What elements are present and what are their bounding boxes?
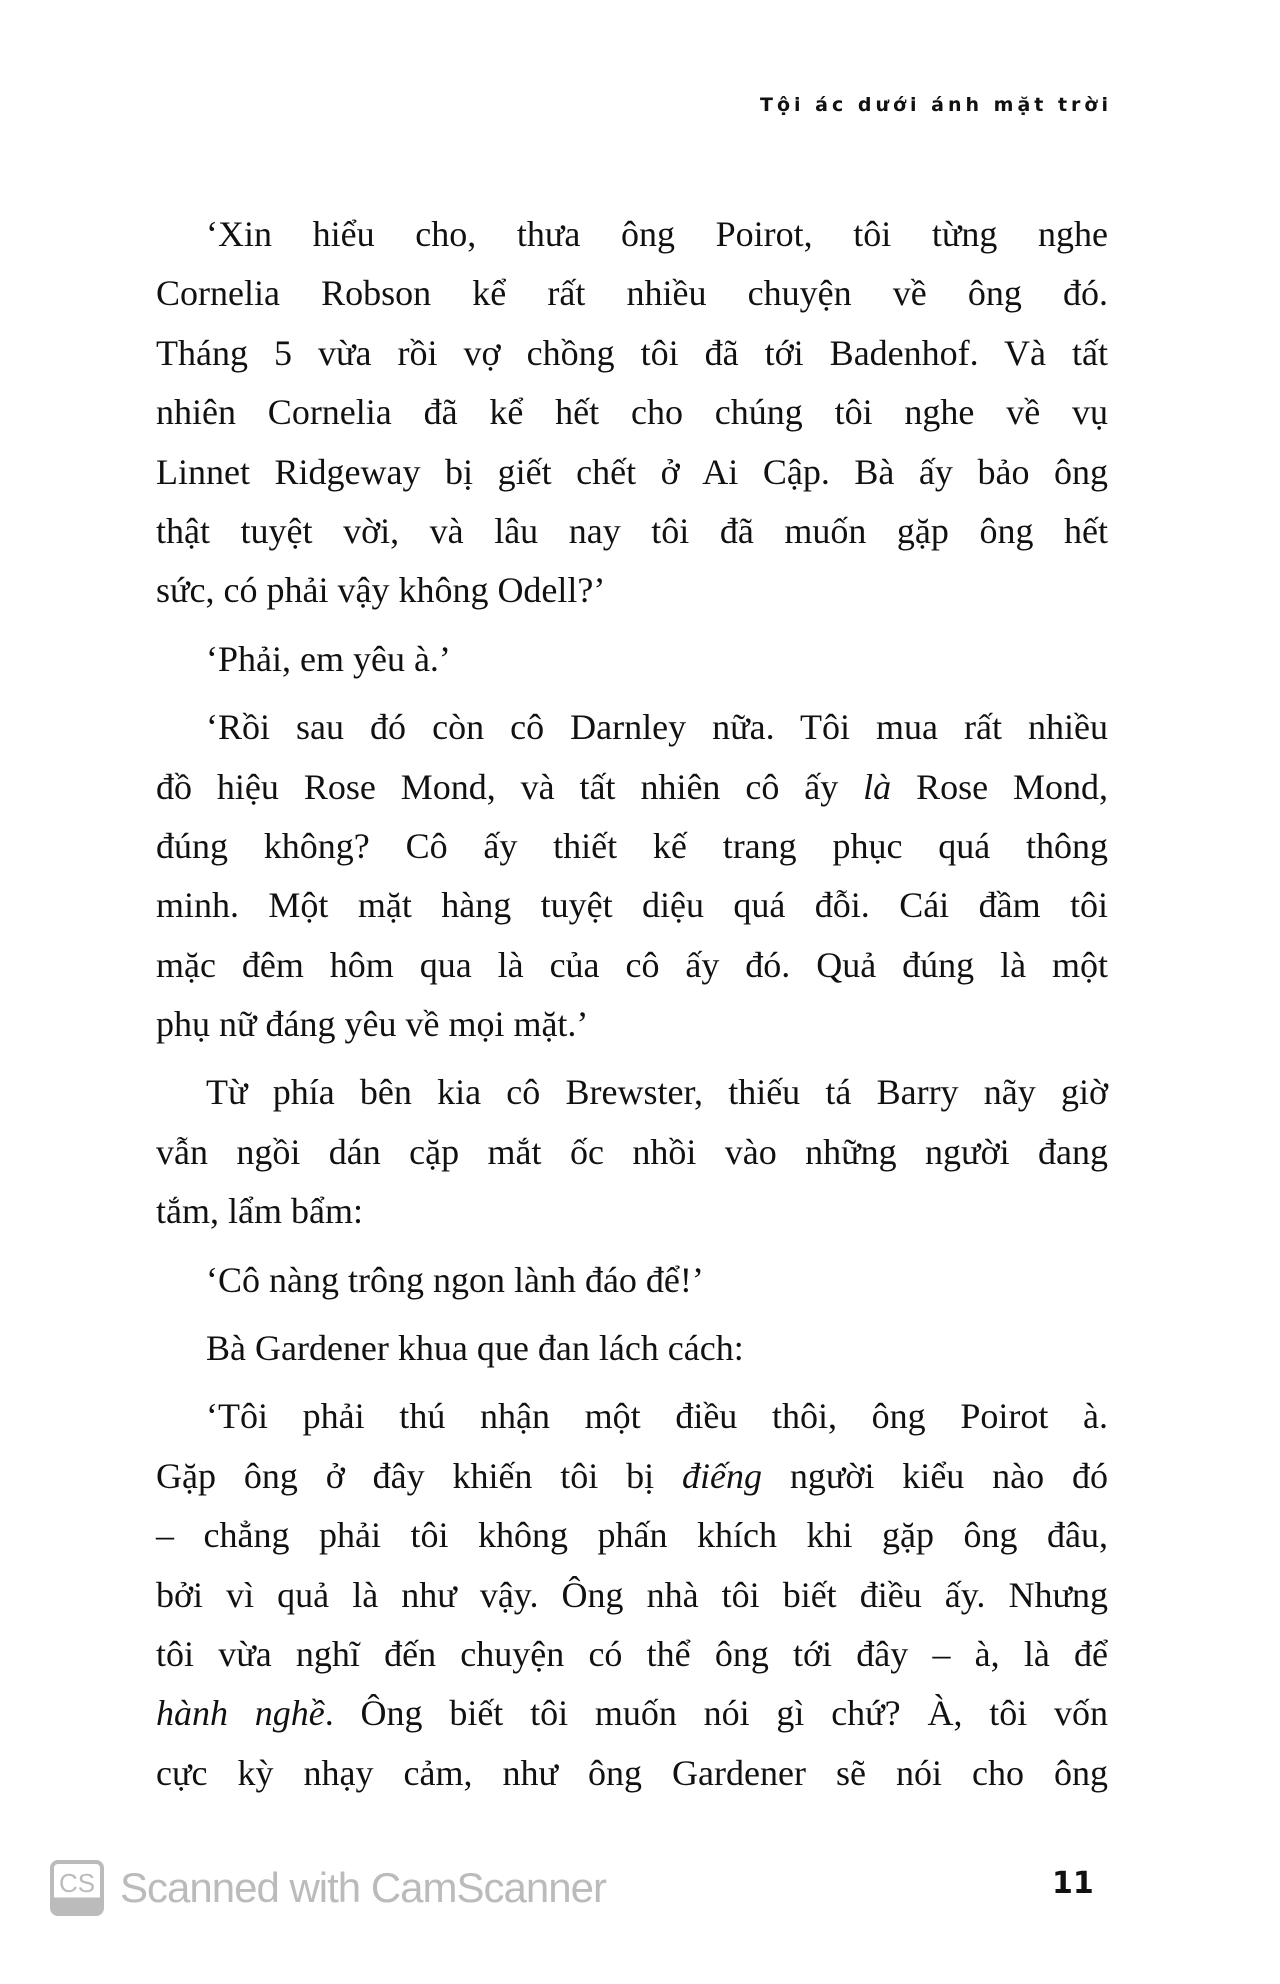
- text-segment: ‘Xin hiểu cho, thưa ông Poirot, tôi từng nghe: [206, 214, 1108, 254]
- text-line: [156, 1625, 1108, 1684]
- page-body-text: [156, 205, 1108, 1812]
- text-segment: mặc đêm hôm qua là của cô ấy đó. Quả đúng là một: [156, 944, 1108, 985]
- text-line: [156, 876, 1108, 935]
- text-line: [156, 264, 1108, 323]
- camscanner-logo-icon: CS: [50, 1860, 104, 1916]
- text-line: [156, 1319, 1108, 1378]
- paragraph: [156, 1319, 1108, 1378]
- text-segment: vẫn ngồi dán cặp mắt ốc nhồi vào những người đang: [156, 1131, 1108, 1172]
- paragraph: [156, 1251, 1108, 1310]
- italic-text: là: [863, 766, 892, 807]
- text-segment: tôi vừa nghĩ đến chuyện có thể ông tới đây – à, là để: [156, 1633, 1108, 1674]
- text-segment: ‘Phải, em yêu à.’: [206, 638, 451, 679]
- text-segment: Gặp ông ở đây khiến tôi bị: [156, 1455, 683, 1496]
- text-line: [156, 324, 1108, 383]
- text-line: [156, 1744, 1108, 1803]
- text-segment: sức, có phải vậy không Odell?’: [156, 570, 606, 611]
- text-line: [156, 1123, 1108, 1182]
- text-segment: cực kỳ nhạy cảm, như ông Gardener sẽ nói cho ông: [156, 1752, 1108, 1793]
- text-line: [156, 1684, 1108, 1743]
- paragraph: [156, 1387, 1108, 1803]
- text-line: [156, 1063, 1108, 1122]
- text-line: [156, 1506, 1108, 1565]
- paragraph: [156, 698, 1108, 1054]
- text-segment: Tháng 5 vừa rồi vợ chồng tôi đã tới Badenhof. Và tất: [156, 332, 1108, 373]
- text-segment: ‘Cô nàng trông ngon lành đáo để!’: [206, 1259, 704, 1300]
- text-line: [156, 995, 1108, 1054]
- text-segment: người kiểu nào đó: [762, 1455, 1109, 1496]
- text-segment: thật tuyệt vời, và lâu nay tôi đã muốn gặp ông hết: [156, 510, 1108, 551]
- running-header: Tội ác dưới ánh mặt trời: [760, 94, 1112, 116]
- text-line: [156, 1387, 1108, 1446]
- text-segment: Rose Mond,: [891, 766, 1108, 807]
- paragraph: [156, 630, 1108, 689]
- text-line: [156, 758, 1108, 817]
- text-line: [156, 1566, 1108, 1625]
- text-segment: phụ nữ đáng yêu về mọi mặt.’: [156, 1004, 589, 1045]
- text-segment: ‘Rồi sau đó còn cô Darnley nữa. Tôi mua rất nhiều: [206, 707, 1108, 748]
- text-segment: đúng không? Cô ấy thiết kế trang phục quá thông: [156, 825, 1108, 866]
- text-line: [156, 936, 1108, 995]
- text-line: [156, 817, 1108, 876]
- page-number: 11: [1052, 1866, 1094, 1901]
- paragraph: [156, 1063, 1108, 1241]
- text-line: [156, 205, 1108, 264]
- text-segment: Bà Gardener khua que đan lách cách:: [206, 1328, 744, 1369]
- text-segment: ‘Tôi phải thú nhận một điều thôi, ông Poirot à.: [206, 1396, 1108, 1437]
- text-segment: nhiên Cornelia đã kể hết cho chúng tôi nghe về vụ: [156, 392, 1108, 433]
- italic-text: điếng: [682, 1455, 763, 1496]
- text-segment: tắm, lẩm bẩm:: [156, 1191, 363, 1232]
- text-segment: Từ phía bên kia cô Brewster, thiếu tá Barry nãy giờ: [206, 1072, 1108, 1113]
- text-segment: minh. Một mặt hàng tuyệt diệu quá đỗi. Cái đầm tôi: [156, 885, 1108, 926]
- text-line: [156, 561, 1108, 620]
- text-line: [156, 443, 1108, 502]
- text-line: [156, 502, 1108, 561]
- paragraph: [156, 205, 1108, 621]
- text-segment: – chẳng phải tôi không phấn khích khi gặp ông đâu,: [156, 1515, 1108, 1556]
- text-segment: Linnet Ridgeway bị giết chết ở Ai Cập. Bà ấy bảo ông: [156, 451, 1108, 492]
- watermark-text: Scanned with CamScanner: [120, 1864, 606, 1911]
- text-segment: đồ hiệu Rose Mond, và tất nhiên cô ấy: [156, 766, 864, 807]
- text-line: [156, 383, 1108, 442]
- text-segment: . Ông biết tôi muốn nói gì chứ? À, tôi vốn: [324, 1693, 1108, 1734]
- text-segment: bởi vì quả là như vậy. Ông nhà tôi biết điều ấy. Nhưng: [156, 1574, 1108, 1615]
- text-segment: Cornelia Robson kể rất nhiều chuyện về ông đó.: [156, 273, 1108, 314]
- text-line: [156, 1182, 1108, 1241]
- italic-text: hành nghề: [156, 1693, 325, 1734]
- text-line: [156, 630, 1108, 689]
- camscanner-watermark: [50, 1860, 606, 1916]
- text-line: [156, 1447, 1108, 1506]
- text-line: [156, 1251, 1108, 1310]
- text-line: [156, 698, 1108, 757]
